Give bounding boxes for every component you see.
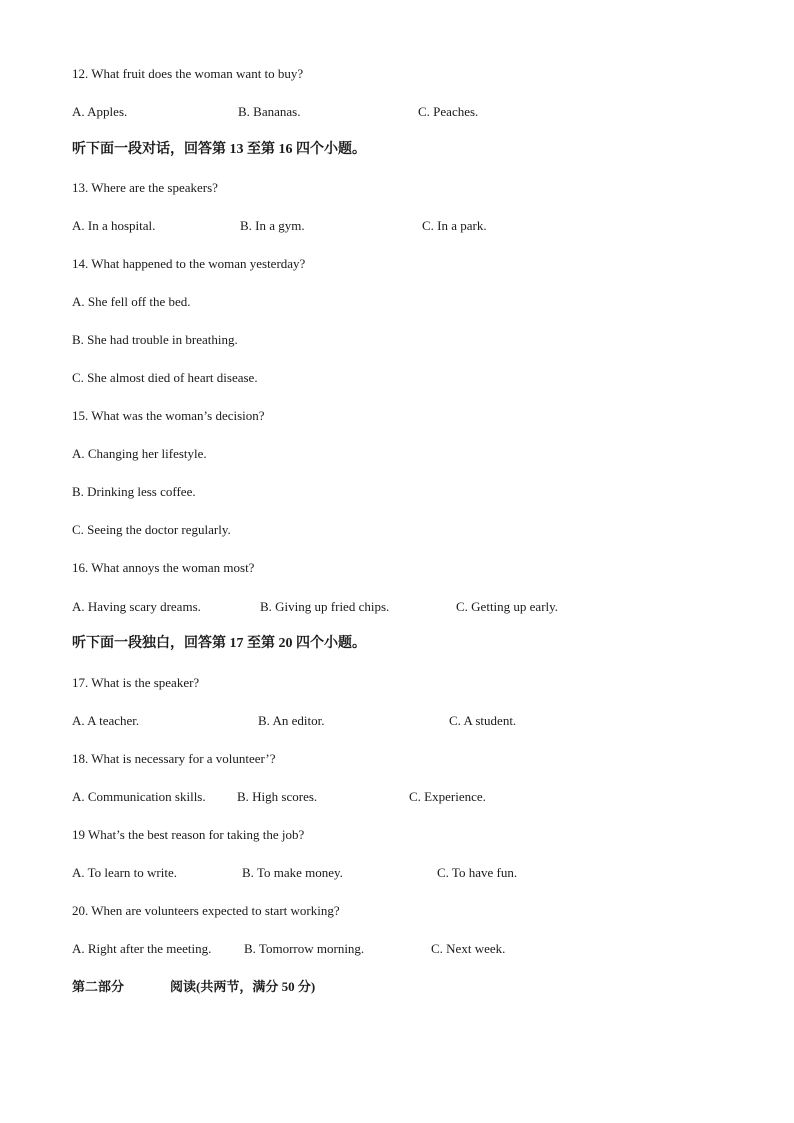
q14-option-b: B. She had trouble in breathing. <box>72 332 238 347</box>
q19-option-a: A. To learn to write. <box>72 865 177 880</box>
q15-option-c: C. Seeing the doctor regularly. <box>72 522 231 537</box>
q15-question: 15. What was the woman’s decision? <box>72 408 265 423</box>
q19-question: 19 What’s the best reason for taking the job? <box>72 827 305 842</box>
q20-question: 20. When are volunteers expected to start working? <box>72 903 340 918</box>
q12-option-b: B. Bananas. <box>238 104 301 119</box>
section-heading-13-16: 听下面一段对话，回答第 13 至第 16 四个小题。 <box>72 142 366 157</box>
q16-question: 16. What annoys the woman most? <box>72 560 255 575</box>
q16-option-b: B. Giving up fried chips. <box>260 599 390 614</box>
q19-option-b: B. To make money. <box>242 865 343 880</box>
q19-option-c: C. To have fun. <box>437 865 518 880</box>
q20-option-a: A. Right after the meeting. <box>72 941 212 956</box>
q14-question: 14. What happened to the woman yesterday? <box>72 256 306 271</box>
q12-option-a: A. Apples. <box>72 104 128 119</box>
q14-option-a: A. She fell off the bed. <box>72 294 191 309</box>
q17-option-b: B. An editor. <box>258 713 325 728</box>
q12-option-c: C. Peaches. <box>418 104 479 119</box>
q20-option-c: C. Next week. <box>431 941 506 956</box>
q17-option-c: C. A student. <box>449 713 517 728</box>
q13-option-c: C. In a park. <box>422 218 487 233</box>
q15-option-b: B. Drinking less coffee. <box>72 484 196 499</box>
section-heading-17-20: 听下面一段独白，回答第 17 至第 20 四个小题。 <box>72 636 366 651</box>
q18-option-b: B. High scores. <box>237 789 318 804</box>
part2-title: 阅读(共两节，满分 50 分) <box>170 979 316 994</box>
q17-question: 17. What is the speaker? <box>72 675 200 690</box>
q12-question: 12. What fruit does the woman want to buy? <box>72 66 304 81</box>
q18-question: 18. What is necessary for a volunteer’? <box>72 751 276 766</box>
q13-option-b: B. In a gym. <box>240 218 305 233</box>
part2-label: 第二部分 <box>72 979 125 994</box>
q18-option-c: C. Experience. <box>409 789 486 804</box>
q14-option-c: C. She almost died of heart disease. <box>72 370 258 385</box>
q13-option-a: A. In a hospital. <box>72 218 156 233</box>
q13-question: 13. Where are the speakers? <box>72 180 218 195</box>
q16-option-a: A. Having scary dreams. <box>72 599 201 614</box>
q16-option-c: C. Getting up early. <box>456 599 559 614</box>
q20-option-b: B. Tomorrow morning. <box>244 941 365 956</box>
q18-option-a: A. Communication skills. <box>72 789 206 804</box>
q17-option-a: A. A teacher. <box>72 713 140 728</box>
q15-option-a: A. Changing her lifestyle. <box>72 446 207 461</box>
